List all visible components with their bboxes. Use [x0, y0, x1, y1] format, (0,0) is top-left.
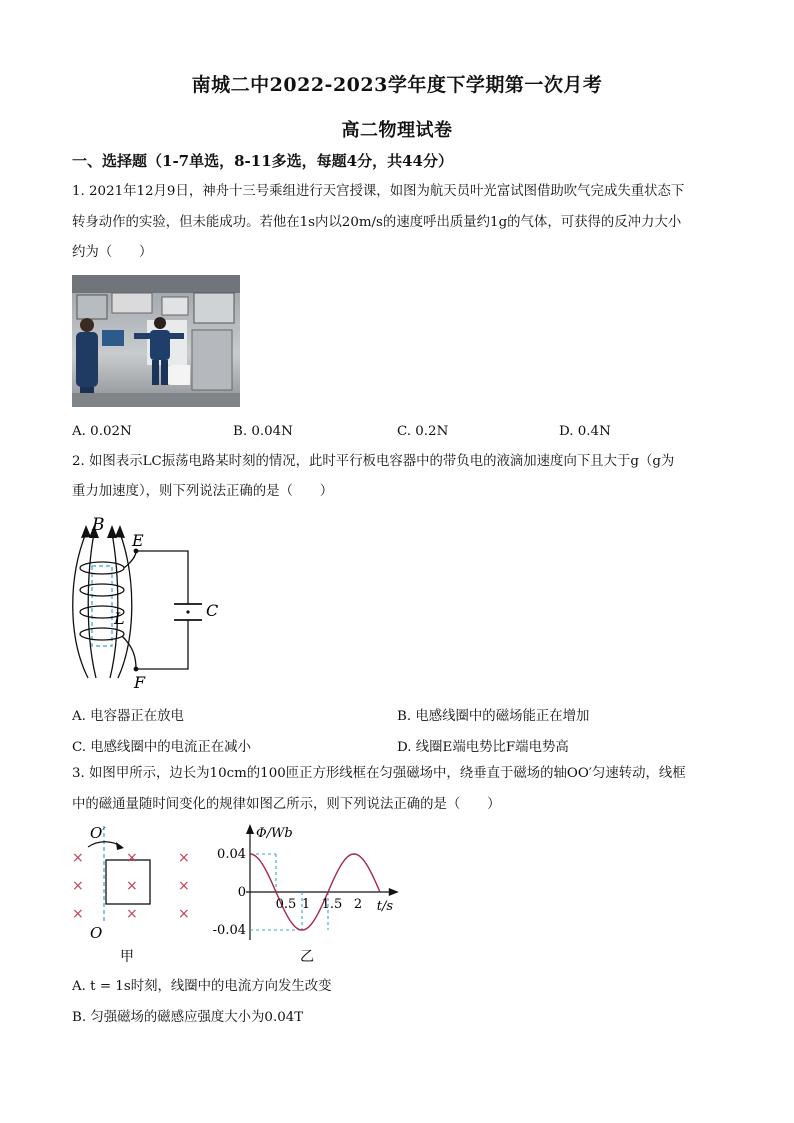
page-subtitle: 高二物理试卷 — [341, 120, 453, 141]
q2-line1: 2. 如图表示LC振荡电路某时刻的情况，此时平行板电容器中的带负电的液滴加速度向下且大于g（g为 — [72, 454, 675, 469]
rotating-frame-diagram — [66, 820, 200, 968]
flux-time-chart — [210, 820, 400, 970]
x-tick-label: 1.5 — [321, 897, 343, 912]
q2-option-c: C. 电感线圈中的电流正在减小 — [72, 740, 251, 755]
y-axis-arrow — [246, 824, 254, 834]
field-cross: × — [126, 878, 138, 894]
field-cross: × — [178, 850, 190, 866]
lc-circuit-figure — [64, 508, 234, 693]
figure-jia — [66, 820, 200, 968]
label-f: F — [134, 673, 146, 692]
q1-line3: 约为（ ） — [72, 245, 153, 260]
y-axis-label: Φ/Wb — [256, 826, 293, 841]
x-tick-label: 0.5 — [275, 897, 297, 912]
q1-line2: 转身动作的实验，但未能成功。若他在1s内以20m/s的速度呼出质量约1g的气体，可获得的反冲力大小 — [72, 215, 682, 230]
label-e: E — [132, 531, 144, 550]
y-tick-label: -0.04 — [212, 923, 246, 938]
q1-option-a: A. 0.02N — [72, 424, 132, 439]
x-axis-label: t/s — [376, 899, 394, 914]
y-tick-label: 0.04 — [217, 847, 246, 862]
field-cross: × — [72, 906, 84, 922]
q1-option-b: B. 0.04N — [233, 424, 293, 439]
field-cross: × — [126, 850, 138, 866]
axis-label-o-prime: O′ — [90, 824, 106, 842]
page-title: 南城二中2022-2023学年度下学期第一次月考 — [191, 74, 603, 96]
q3-option-b: B. 匀强磁场的磁感应强度大小为0.04T — [72, 1010, 304, 1025]
label-b: B — [92, 515, 105, 535]
figure-yi — [210, 820, 400, 970]
space-station-image — [72, 275, 240, 407]
field-cross: × — [178, 906, 190, 922]
q3-line2: 中的磁通量随时间变化的规律如图乙所示，则下列说法正确的是（ ） — [72, 797, 501, 812]
x-tick-label: 1 — [301, 897, 311, 912]
q3-line1: 3. 如图甲所示，边长为10cm的100匝正方形线框在匀强磁场中，绕垂直于磁场的轴OO′匀速转动，线框 — [72, 766, 686, 781]
q3-option-a: A. t = 1s时刻，线圈中的电流方向发生改变 — [72, 979, 332, 994]
caption-yi: 乙 — [300, 949, 314, 965]
label-c: C — [206, 601, 219, 620]
x-tick-label: 2 — [353, 897, 363, 912]
caption-jia: 甲 — [120, 949, 134, 965]
q2-option-a: A. 电容器正在放电 — [72, 709, 184, 724]
q2-line2: 重力加速度），则下列说法正确的是（ ） — [72, 484, 334, 499]
q2-option-b: B. 电感线圈中的磁场能正在增加 — [397, 709, 590, 724]
axis-label-o: O — [90, 924, 103, 942]
field-cross: × — [178, 878, 190, 894]
q1-option-c: C. 0.2N — [397, 424, 449, 439]
y-tick-label: 0 — [237, 885, 246, 900]
field-cross: × — [126, 906, 138, 922]
field-cross: × — [72, 850, 84, 866]
q1-option-d: D. 0.4N — [559, 424, 611, 439]
x-axis-arrow — [389, 888, 399, 896]
astronaut-photo — [72, 275, 240, 407]
q2-option-d: D. 线圈E端电势比F端电势高 — [397, 740, 569, 755]
label-l: L — [114, 609, 125, 628]
lc-circuit-diagram — [64, 508, 234, 693]
field-cross: × — [72, 878, 84, 894]
section-heading: 一、选择题（1-7单选，8-11多选，每题4分，共44分） — [72, 152, 453, 170]
q1-line1: 1. 2021年12月9日，神舟十三号乘组进行天宫授课，如图为航天员叶光富试图借助吹气完成失重状态下 — [72, 184, 685, 199]
